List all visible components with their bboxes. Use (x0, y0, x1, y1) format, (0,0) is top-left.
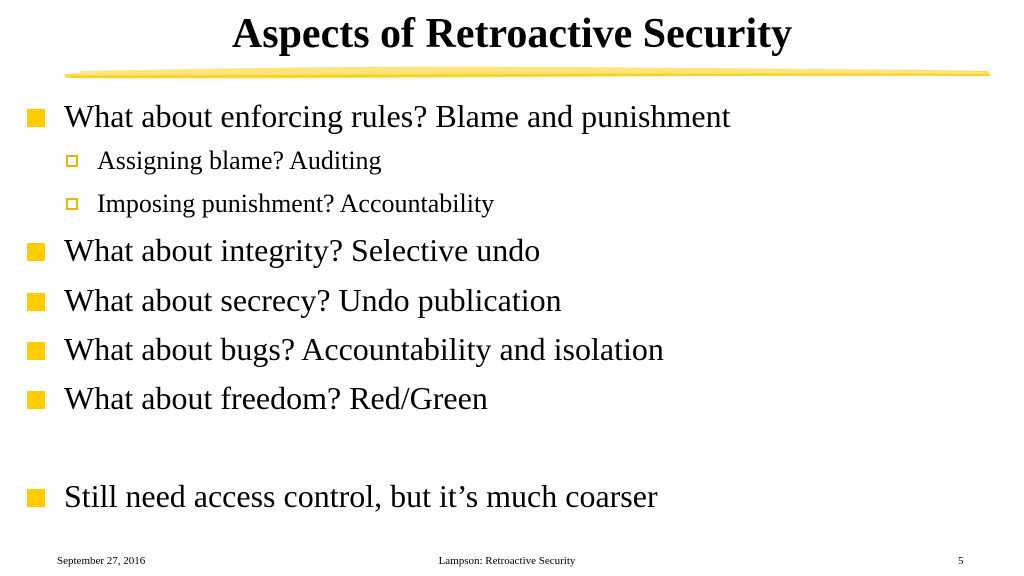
bullet-text: What about integrity? Selective undo (64, 232, 541, 268)
bullet-text: Still need access control, but it’s much coarser (64, 478, 658, 514)
footer-date: September 27, 2016 (57, 555, 146, 567)
sub-bullet-text: Assigning blame? Auditing (97, 146, 382, 175)
square-bullet-icon (27, 109, 45, 127)
sub-bullet-text: Imposing punishment? Accountability (97, 189, 495, 218)
bullet-text: What about freedom? Red/Green (64, 380, 488, 416)
bullet-item (27, 380, 488, 416)
sub-bullet-item (66, 189, 494, 219)
square-bullet-icon (27, 243, 45, 261)
slide-title: Aspects of Retroactive Security (231, 11, 793, 57)
hollow-square-bullet-icon (66, 198, 78, 210)
square-bullet-icon (27, 391, 45, 409)
bullet-item (27, 98, 730, 134)
bullet-item (27, 232, 540, 268)
bullet-text: What about enforcing rules? Blame and punishment (64, 98, 731, 134)
hollow-square-bullet-icon (66, 155, 78, 167)
square-bullet-icon (27, 489, 45, 507)
square-bullet-icon (27, 342, 45, 360)
bullet-item (27, 282, 562, 318)
sub-bullet-item (66, 146, 382, 176)
bullet-text: What about secrecy? Undo publication (64, 282, 562, 318)
page-number: 5 (958, 555, 964, 567)
bullet-item (27, 478, 658, 514)
footer-title: Lampson: Retroactive Security (438, 555, 576, 567)
square-bullet-icon (27, 293, 45, 311)
bullet-text: What about bugs? Accountability and isolation (64, 331, 664, 367)
bullet-item (27, 331, 664, 367)
